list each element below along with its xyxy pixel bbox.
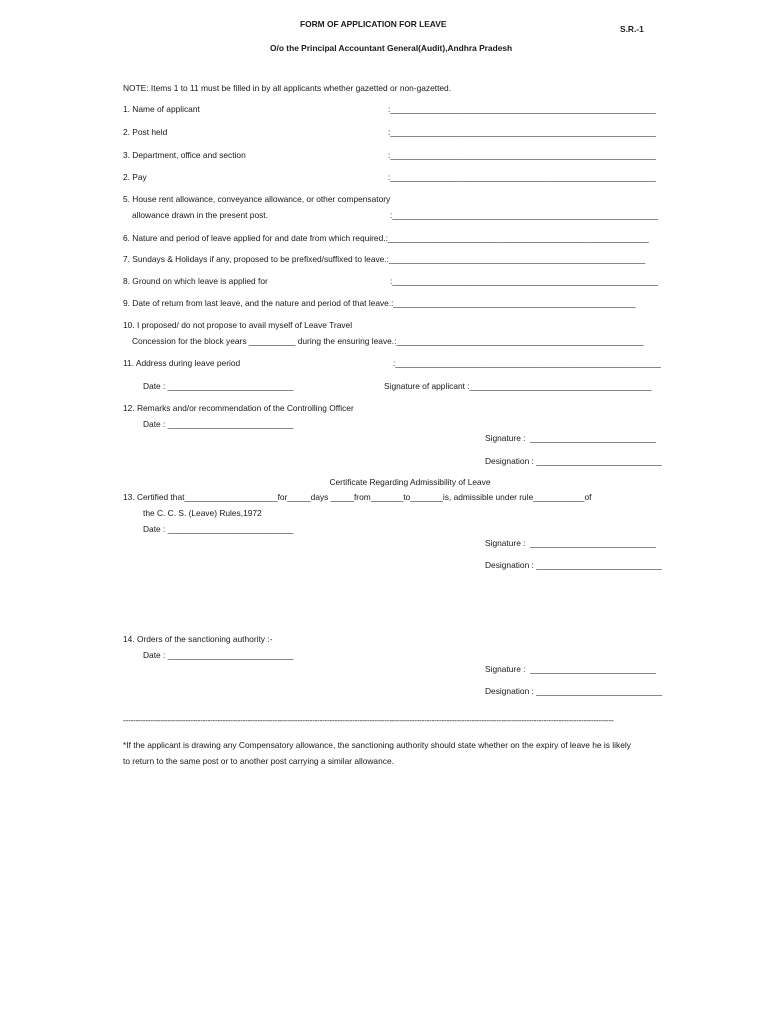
item-13-line1[interactable]: 13. Certified that____________________for_____days _____from_______to_______is, admissible under rule___________of bbox=[123, 492, 592, 502]
item-5-label-line1: 5. House rent allowance, conveyance allowance, or other compensatory bbox=[123, 194, 391, 204]
dashed-separator: ----------------------------------------------------------------------------------------------------------------------------------------------------------------------------------------------------- bbox=[123, 715, 614, 725]
item-14-label: 14. Orders of the sanctioning authority :- bbox=[123, 634, 273, 644]
applicant-date-field[interactable]: Date : ___________________________ bbox=[143, 381, 294, 391]
item-13-line2: the C. C. S. (Leave) Rules,1972 bbox=[143, 508, 262, 518]
item-8-field[interactable]: :_________________________________________________________ bbox=[390, 276, 658, 286]
note-text: NOTE: Items 1 to 11 must be filled in by all applicants whether gazetted or non-gazetted. bbox=[123, 83, 452, 93]
certificate-date-field[interactable]: Date : ___________________________ bbox=[143, 524, 294, 534]
form-code: S.R.-1 bbox=[620, 24, 644, 34]
item-3-label: 3. Department, office and section bbox=[123, 150, 246, 160]
certificate-designation-field[interactable]: Designation : ___________________________ bbox=[485, 560, 662, 570]
item-9[interactable]: 9. Date of return from last leave, and the nature and period of that leave.:____________________________________________________ bbox=[123, 298, 636, 308]
controller-date-field[interactable]: Date : ___________________________ bbox=[143, 419, 294, 429]
separator-wrapper bbox=[123, 715, 657, 725]
controller-signature-field[interactable]: Signature : ___________________________ bbox=[485, 433, 656, 443]
item-4-field[interactable]: :_________________________________________________________ bbox=[388, 172, 656, 182]
sanction-signature-field[interactable]: Signature : ___________________________ bbox=[485, 664, 656, 674]
item-2-field[interactable]: :_________________________________________________________ bbox=[388, 127, 656, 137]
office-name: O/o the Principal Accountant General(Audit),Andhra Pradesh bbox=[270, 43, 513, 53]
item-7[interactable]: 7. Sundays & Holidays if any, proposed to be prefixed/suffixed to leave.:_______________________________________________________ bbox=[123, 254, 646, 264]
item-11-field[interactable]: :_________________________________________________________ bbox=[393, 358, 661, 368]
sanction-designation-field[interactable]: Designation : ___________________________ bbox=[485, 686, 662, 696]
item-11-label: 11. Address during leave period bbox=[123, 358, 241, 368]
item-10-label-line2[interactable]: Concession for the block years __________ during the ensuring leave.:_____________________________________________________ bbox=[132, 336, 644, 346]
certificate-heading: Certificate Regarding Admissibility of Leave bbox=[329, 477, 491, 487]
item-3-field[interactable]: :_________________________________________________________ bbox=[388, 150, 656, 160]
sanction-date-field[interactable]: Date : ___________________________ bbox=[143, 650, 294, 660]
certificate-signature-field[interactable]: Signature : ___________________________ bbox=[485, 538, 656, 548]
controller-designation-field[interactable]: Designation : ___________________________ bbox=[485, 456, 662, 466]
item-5-label-line2: allowance drawn in the present post. bbox=[132, 210, 268, 220]
item-5-field[interactable]: :_________________________________________________________ bbox=[390, 210, 658, 220]
item-8-label: 8. Ground on which leave is applied for bbox=[123, 276, 268, 286]
applicant-signature-field[interactable]: Signature of applicant :_______________________________________ bbox=[384, 381, 652, 391]
footnote-line2: to return to the same post or to another post carrying a similar allowance. bbox=[123, 756, 394, 766]
item-12-label: 12. Remarks and/or recommendation of the Controlling Officer bbox=[123, 403, 354, 413]
item-1-field[interactable]: :_________________________________________________________ bbox=[388, 104, 656, 114]
item-4-label: 2. Pay bbox=[123, 172, 147, 182]
item-6[interactable]: 6. Nature and period of leave applied for and date from which required.:________________________________________________________ bbox=[123, 233, 649, 243]
item-1-label: 1. Name of applicant bbox=[123, 104, 200, 114]
footnote-line1: *If the applicant is drawing any Compensatory allowance, the sanctioning authority should state whether on the expiry of leave he is likely bbox=[123, 740, 631, 750]
item-10-label-line1: 10. I proposed/ do not propose to avail myself of Leave Travel bbox=[123, 320, 353, 330]
item-2-label: 2. Post held bbox=[123, 127, 168, 137]
form-title: FORM OF APPLICATION FOR LEAVE bbox=[300, 19, 447, 29]
